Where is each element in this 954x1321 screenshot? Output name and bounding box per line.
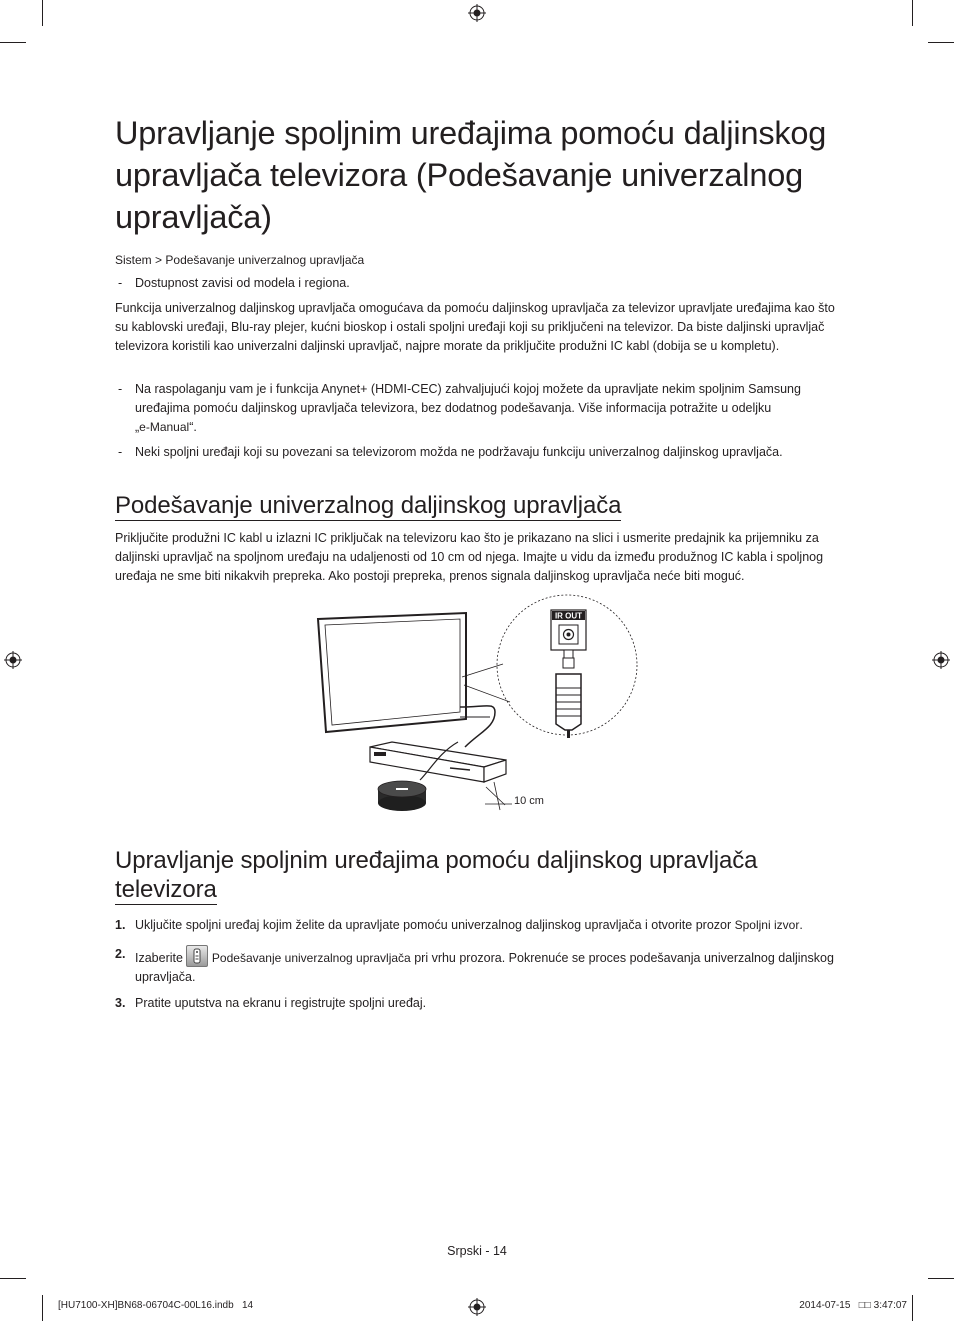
breadcrumb-item-sistem: Sistem — [115, 253, 152, 267]
registration-mark-icon — [932, 651, 950, 669]
crop-mark — [912, 0, 913, 26]
ui-term-external-source: Spoljni izvor — [734, 918, 800, 932]
breadcrumb-item-setting: Podešavanje univerzalnog upravljača — [165, 253, 365, 267]
registration-mark-icon — [468, 4, 486, 22]
section-heading-setup — [115, 491, 621, 520]
ir-cable-illustration — [310, 592, 640, 827]
section-heading-control-line1: Upravljanje spoljnim uređajima pomoću daljinskog upravljača — [115, 847, 758, 874]
step-3 — [115, 994, 835, 1013]
step-text: Izaberite — [135, 951, 183, 965]
breadcrumb — [115, 252, 364, 268]
page-number: Srpski - 14 — [447, 1244, 507, 1258]
step-1 — [115, 916, 835, 935]
note-anynet: - Na raspolaganju vam je i funkcija Anynet+ (HDMI-CEC) zahvaljujući kojoj možete da upravljate nekim spoljnim Samsung uređajima pomoću daljinskog upravljača televizora, bez dodatnog podešavanja. Više informacija potražite u odeljku „e-Manual“. — [118, 382, 801, 434]
ir-out-label: IR OUT — [554, 611, 583, 621]
breadcrumb-separator: > — [155, 253, 163, 267]
note-anynet-text: Na raspolaganju vam je i funkcija Anynet+ (HDMI-CEC) zahvaljujući kojoj možete da upravljate nekim spoljnim Samsung uređajima pomoću daljinskog upravljača televizora, bez dodatnog podešavanja. Više informacija potražite u odeljku — [135, 382, 801, 415]
step-number: 2. — [115, 947, 126, 961]
e-manual-link[interactable]: e-Manual — [139, 420, 190, 434]
quote-open: „ — [135, 420, 140, 434]
ui-term-universal-remote-setup: Podešavanje univerzalnog upravljača — [211, 951, 411, 965]
section-heading-setup-text: Podešavanje univerzalnog daljinskog upravljača — [115, 492, 622, 519]
crop-mark — [42, 1295, 43, 1321]
crop-mark — [928, 1278, 954, 1279]
crop-mark — [0, 42, 26, 43]
ir-out-port-illustration — [551, 610, 586, 650]
print-date-info: 2014-07-15 □□ 3:47:07 — [799, 1300, 907, 1311]
step-text: Pratite uputstva na ekranu i registrujte spoljni uređaj. — [135, 996, 427, 1010]
crop-mark — [42, 0, 43, 26]
crop-mark — [0, 1278, 26, 1279]
step-tail: pri vrhu prozora. Pokrenuće se proces podešavanja univerzalnog daljinskog upravljača. — [135, 951, 834, 984]
crop-mark — [912, 1295, 913, 1321]
note-compat-text: Neki spoljni uređaji koji su povezani sa televizorom možda ne podržavaju funkciju univerzalnog daljinskog upravljača. — [135, 445, 783, 459]
tv-illustration — [318, 613, 490, 732]
universal-remote-setup-icon — [186, 945, 208, 967]
print-file-info: [HU7100-XH]BN68-06704C-00L16.indb 14 — [58, 1300, 254, 1311]
note-model-text: Dostupnost zavisi od modela i regiona. — [135, 276, 350, 290]
jack-plug-illustration — [556, 650, 581, 738]
section-heading-control — [115, 846, 855, 904]
step-2 — [115, 945, 835, 987]
note-compat: - Neki spoljni uređaji koji su povezani sa televizorom možda ne podržavaju funkciju univerzalnog daljinskog upravljača. — [118, 445, 783, 459]
step-number: 3. — [115, 996, 126, 1010]
setup-paragraph: Priključite produžni IC kabl u izlazni IC priključak na televizoru kao što je prikazano na slici i usmerite predajnik ka prijemniku za daljinski upravljač na spoljnom uređaju na udaljenosti od 10 cm od njega. Imajte u vidu da između produžnog IC kabla i spoljnog uređaja ne sme biti nikakvih prepreka. Ako postoji prepreka, prenos signala daljinskog upravljača neće biti moguć. — [115, 531, 824, 583]
registration-mark-icon — [4, 651, 22, 669]
note-model: - Dostupnost zavisi od modela i regiona. — [118, 276, 350, 290]
step-tail: . — [799, 918, 803, 932]
registration-mark-icon — [468, 1298, 486, 1316]
step-number: 1. — [115, 918, 126, 932]
step-text: Uključite spoljni uređaj kojim želite da upravljate pomoću univerzalnog daljinskog upravljača i otvorite prozor — [135, 918, 732, 932]
quote-close: “. — [189, 420, 197, 434]
section-heading-control-line2: televizora — [115, 876, 217, 903]
intro-paragraph: Funkcija univerzalnog daljinskog upravljača omogućava da pomoću daljinskog upravljača za televizor upravljate uređajima kao što su kablovski uređaji, Blu-ray plejer, kućni bioskop i ostali spoljni uređaji koji su priključeni na televizor. Da biste daljinski upravljač televizora koristili kao univerzalni daljinski upravljač, najpre morate da priključite produžni IC kabl (dobija se u kompletu). — [115, 301, 835, 353]
distance-label: 10 cm — [514, 795, 544, 807]
crop-mark — [928, 42, 954, 43]
external-device-illustration — [370, 742, 506, 782]
page-title: Upravljanje spoljnim uređajima pomoću daljinskog upravljača televizora (Podešavanje univerzalnog upravljača) — [115, 115, 827, 235]
